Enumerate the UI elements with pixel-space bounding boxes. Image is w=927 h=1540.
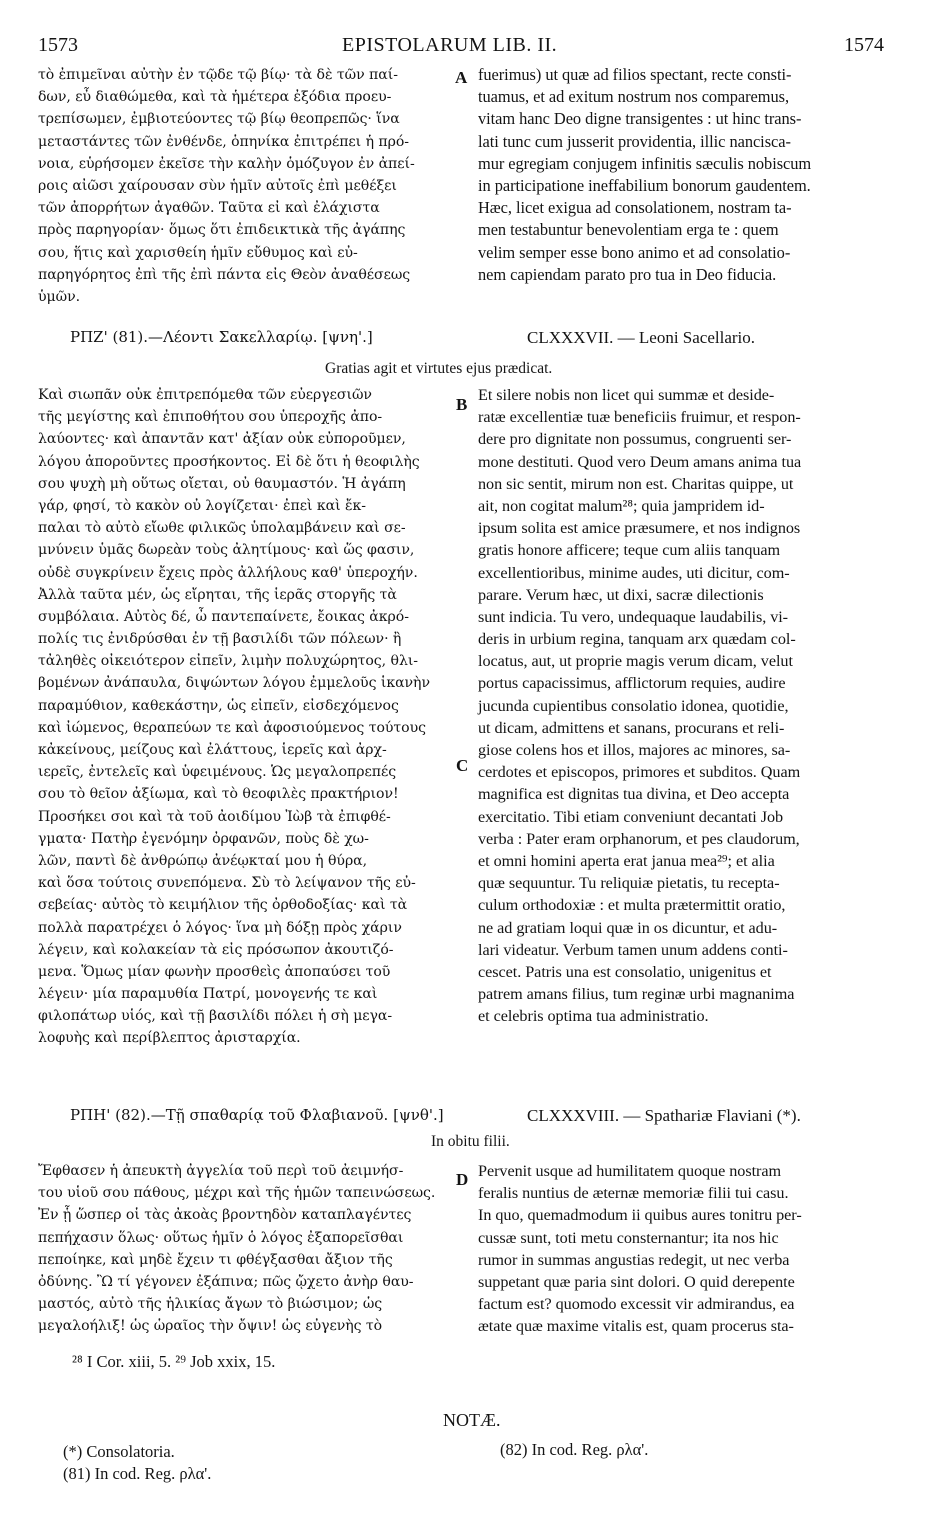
text-line: σου, ἥτις καὶ χαρισθείη ἡμῖν εὔθυμος καὶ εὐ- [38, 244, 358, 261]
text-line: cescet. Patris una est consolatio, unigenitus et [478, 962, 772, 981]
text-line: βομένων ἀνάπαυλα, διψώντων λόγου ἐμμελοῦς ἱκανὴν [38, 675, 430, 692]
latin-heading-188: CLXXXVIII. — Spathariæ Flaviani (*). [527, 1106, 801, 1125]
text-line: λέγειν, καὶ κολακείαν τὰ εἰς πρόσωπον ἀκουτιζό- [38, 941, 394, 958]
text-line: μεγαλοήλιξ! ὡς ὡραῖος τὴν ὄψιν! ὡς εὐγενὴς τὸ [38, 1318, 383, 1335]
text-line: (81) In cod. Reg. ρλα'. [63, 1464, 212, 1484]
text-line: exercitatio. Tibi etiam conveniunt decantati Job [478, 807, 784, 826]
text-line: patrem amans filius, tum reginæ urbi magnanima [478, 985, 795, 1004]
text-line: ait, non cogitat malum²⁸; quia jampridem id- [478, 496, 765, 515]
text-line: λέγειν· μία παραμυθία Πατρί, μονογενής τε καὶ [38, 986, 378, 1003]
text-line: culum orthodoxiæ : et multa prætermittit oratio, [478, 896, 786, 915]
text-line: giose colens hos et illos, majores ac minores, sa- [478, 741, 791, 759]
text-line: μνύνειν ὑμᾶς δωρεὰν τοὺς ἀλητίμους· καὶ ὥς φασιν, [38, 542, 415, 559]
text-line: ætate quæ maxime vitalis est, quam procerus sta- [478, 1317, 794, 1336]
text-line: φιλοπάτωρ υἱός, καὶ τῇ βασιλίδι πόλει ἡ σὴ μεγα- [38, 1008, 393, 1025]
text-line: deris in urbium regina, tanquam arx quædam col- [478, 630, 796, 649]
text-line: in participatione ineffabilium bonorum gaudentem. [478, 175, 811, 195]
text-line: sunt indicia. Tu vero, undequaque laudabilis, vi- [478, 607, 789, 626]
text-line: locatus, aut, ut proprie magis verum dicam, velut [478, 652, 793, 671]
running-title: EPISTOLARUM LIB. II. [342, 34, 558, 56]
text-line: ratæ excellentiæ tuæ beneficiis fruimur, et respon- [478, 408, 801, 427]
text-line: gratis honore afficere; teque cum aliis tanquam [478, 541, 781, 560]
text-line: τῶν ἀπορρήτων ἀγαθῶν. Ταῦτα εἰ καὶ ἐλάχιστα [38, 200, 380, 217]
text-line: (*) Consolatoria. [63, 1442, 175, 1461]
greek-heading-82: ΡΠΗ' (82).—Τῇ σπαθαρίᾳ τοῦ Φλαβιανοῦ. [ψνθ'.] [70, 1106, 444, 1124]
text-line: rumor in summas angustias redegit, ut nec verba [478, 1250, 790, 1269]
text-line: παρηγόρητος ἐπὶ τῆς ἐπὶ πάντα εἰς Θεὸν ἀναθέσεως [38, 266, 411, 283]
text-line: παλαι τὸ αὐτὸ εἴωθε φιλικῶς ὑπολαμβάνειν καὶ σε- [38, 520, 406, 537]
text-line: σεβείας· αὐτὸς τὸ κειμήλιον τῆς ὀρθοδοξίας· καὶ τὰ [38, 897, 408, 914]
margin-letter-c: C [456, 756, 469, 775]
text-line: factum est? quomodo excessit vir admirandus, ea [478, 1295, 795, 1314]
text-line: πεποίηκε, καὶ μηδὲ ἔχειν τι φθέγξασθαι ἄξιον τῆς [38, 1251, 393, 1268]
text-line: In quo, quemadmodum ii quibus aures tonitru per- [478, 1206, 802, 1225]
page-number-left: 1573 [38, 34, 78, 56]
text-line: dere pro dignitate non possumus, congruenti ser- [478, 430, 792, 449]
text-line: καὶ ὅσα τούτοις συνεπόμενα. Σὺ τὸ λείψανον τῆς εὐ- [38, 875, 416, 892]
text-line: μαστός, αὐτὸ τῆς ἡλικίας ἄγων τὸ βιώσιμον; ὡς [38, 1296, 383, 1313]
margin-letter-a: A [455, 68, 468, 87]
text-line: Et silere nobis non licet qui summæ et deside- [478, 386, 775, 404]
text-line: cussæ sunt, toti metu consternantur; ita nos hic [478, 1228, 779, 1247]
text-line: λαύοντες· καὶ ἀπαντᾶν κατ' ἀξίαν οὐκ εὐποροῦμεν, [38, 431, 406, 448]
text-line: Pervenit usque ad humilitatem quoque nostram [478, 1162, 782, 1180]
text-line: mone destituti. Quod vero Deum amans anima tua [478, 452, 802, 471]
text-line: parare. Verum hæc, ut dixi, sacræ dilectionis [478, 585, 764, 604]
latin-column-top [478, 64, 811, 286]
text-line: νοια, εὑρήσομεν ἐκεῖσε τὴν καλὴν ὁμόζυγον ἐν ἀπεί- [38, 155, 415, 172]
latin-column-82 [478, 1160, 802, 1338]
text-line: του υἱοῦ σου πάθους, μέχρι καὶ τῆς ἡμῶν ταπεινώσεως. [38, 1185, 436, 1202]
text-line: tuamus, et ad exitum nostrum nos comparemus, [478, 87, 789, 107]
argument-81: Gratias agit et virtutes ejus prædicat. [325, 360, 553, 377]
text-line: γάρ, φησί, τὸ κακὸν οὐ λογίζεται· ἐπεὶ καὶ ἔκ- [38, 497, 366, 514]
text-line: feralis nuntius de æternæ memoriæ filii tui casu. [478, 1184, 789, 1203]
text-line: μεταστάντες τῶν ἐνθένδε, ὁπηνίκα ἐπιτρέπει ἡ πρό- [38, 133, 409, 150]
text-line: Hæc, licet exigua ad consolationem, nostram ta- [478, 198, 792, 218]
text-line: τἀληθὲς οἰκειότερον εἰπεῖν, λιμὴν πολυχώρητος, θλι- [38, 653, 419, 670]
text-line: ροις αἰῶσι χαίρουσαν σὺν ἡμῖν αὐτοῖς ἐπὶ μεθέξει [38, 177, 397, 194]
text-line: men testabuntur benevolentiam erga te : quem [478, 220, 779, 240]
text-line: Ἀλλὰ ταῦτα μέν, ὡς εἴρηται, τῆς ἱερᾶς στοργῆς τὰ [38, 586, 397, 603]
text-line: λόγου ἀποροῦντες προσήκοντος. Εἰ δὲ ὅτι ἡ θεοφιλὴς [38, 453, 420, 470]
argument-82: In obitu filii. [431, 1133, 510, 1150]
text-line: verba : Pater eram orphanorum, et pes claudorum, [478, 829, 800, 848]
text-line: συμβόλαια. Αὐτὸς δέ, ὦ παντεπαίνετε, ἔοικας ἀκρό- [38, 608, 409, 625]
text-line: magnifica est dignitas tua divina, et Deo accepta [478, 785, 790, 804]
latin-heading-187: CLXXXVII. — Leoni Sacellario. [527, 328, 756, 347]
text-line: vitam hanc Deo digne transigentes : ut hinc trans- [478, 109, 802, 129]
greek-heading-81: ΡΠΖ' (81).—Λέοντι Σακελλαρίῳ. [ψνη'.] [70, 328, 373, 346]
text-line: μενα. Ὅμως μίαν φωνὴν προσθεὶς ἀποπαύσει τοῦ [38, 963, 391, 980]
text-line: mur egregiam conjugem infinitis sæculis nobiscum [478, 153, 812, 173]
text-line: ne ad gratiam loqui quæ in os dicuntur, et adu- [478, 918, 778, 937]
greek-column-82 [38, 1160, 435, 1338]
text-line: πολλὰ παρατρέχει ὁ λόγος· ἵνα μὴ δόξῃ πρὸς χάριν [38, 919, 402, 936]
text-line: τὸ ἐπιμεῖναι αὐτὴν ἐν τῷδε τῷ βίῳ· τὰ δὲ τῶν παί- [38, 67, 398, 83]
text-line: non sic sentit, mirum non est. Charitas quippe, ut [478, 474, 794, 493]
greek-column-81 [38, 384, 430, 1050]
margin-letter-d: D [456, 1170, 469, 1189]
text-line: velim semper esse bono animo et ad consolatio- [478, 242, 791, 262]
text-line: τῆς μεγίστης καὶ ἐπιποθήτου σου ὑπεροχῆς ἀπο- [38, 409, 383, 426]
text-line: παραμύθιον, καθεκάστην, ὡς εἰπεῖν, εἰσδεχόμενος [38, 697, 399, 714]
text-line: πεπήχασιν ὅλως· οὕτως ἡμῖν ὁ λόγος ἐξαπορεῖσθαι [38, 1229, 404, 1246]
text-line: lari videatur. Verbum tamen unum addens conti- [478, 940, 788, 959]
text-line: δων, εὖ διαθώμεθα, καὶ τὰ ἡμέτερα ἐξόδια προευ- [38, 89, 392, 106]
margin-letter-b: B [456, 395, 468, 414]
text-line: λοφυὴς καὶ περίβλεπτος ἀρισταρχία. [38, 1030, 301, 1047]
text-line: et celebris optima tua administratio. [478, 1007, 709, 1026]
page-number-right: 1574 [844, 34, 884, 56]
text-line: σου ψυχὴ μὴ οὕτως οἴεται, οὐ θαυμαστόν. Ἡ ἀγάπη [38, 475, 406, 492]
text-line: πολίς τις ἐνιδρύσθαι ἐν τῇ βασιλίδι τῶν πόλεων· ἢ [38, 631, 402, 648]
text-line: suppetant quæ paria sint dolori. O quid derepente [478, 1272, 795, 1291]
text-line: λῶν, παντὶ δὲ ἀνθρώπῳ ἀνέῳκταί μου ἡ θύρα, [38, 852, 368, 869]
text-line: ipsum solita est amice præsumere, et nos indignos [478, 519, 801, 538]
text-line: πρὸς παρηγορίαν· ὅμως ὅτι ἐπιδεικτικὰ τῆς ἀγάπης [38, 222, 406, 239]
text-line: γματα· Πατὴρ ἐγενόμην ὀρφανῶν, ποὺς δὲ χω- [38, 830, 369, 847]
latin-column-81 [478, 384, 801, 1027]
text-line: κἀκείνους, μείζους καὶ ἐλάττους, ἱερεῖς καὶ ἀρχ- [38, 742, 387, 758]
text-line: Καὶ σιωπᾶν οὐκ ἐπιτρεπόμεθα τῶν εὐεργεσιῶν [38, 387, 372, 403]
text-line: jucunda cupientibus consolatio idonea, quotidie, [478, 696, 789, 715]
text-line: ut dicam, admittens et sanans, procurans et reli- [478, 718, 785, 737]
note-82: (82) In cod. Reg. ρλα'. [500, 1440, 649, 1459]
text-line: Ἔφθασεν ἡ ἀπευκτὴ ἀγγελία τοῦ περὶ τοῦ ἀειμνήσ- [38, 1163, 404, 1179]
text-line: portus capacissimus, afflictorum requies, audire [478, 674, 786, 693]
text-line: excellentioribus, minime audes, uti dicitur, com- [478, 563, 790, 582]
text-line: et omni homini aperta erat janua mea²⁹; et alia [478, 851, 775, 870]
text-line: nem capiendam parato pro tua in Deo fiducia. [478, 264, 777, 284]
text-line: τρεπίσωμεν, ἐμβιοτεύοντες τῷ βίῳ θεοπρεπῶς· ἵνα [38, 111, 400, 128]
scripture-references: ²⁸ I Cor. xiii, 5. ²⁹ Job xxix, 15. [72, 1352, 276, 1371]
text-line: lati tunc cum jusserit providentia, illic nanciscа- [478, 131, 791, 151]
notes-title: NOTÆ. [443, 1410, 501, 1430]
text-line: Ἐν ᾗ ὥσπερ οἱ τὰς ἀκοὰς βροντηδὸν καταπλαγέντες [38, 1207, 412, 1224]
text-line: Προσήκει σοι καὶ τὰ τοῦ ἀοιδίμου Ἰὼβ τὰ ἐπιφθέ- [38, 808, 391, 825]
text-line: quæ sequuntur. Tu reliquiæ pietatis, tu recepta- [478, 874, 780, 893]
text-line: ὀδύνης. Ὢ τί γέγονεν ἐξάπινα; πῶς ᾤχετο ἀνὴρ θαυ- [38, 1273, 414, 1290]
text-line: οὐδὲ συγκρίνειν ἔχεις πρὸς ἀλλήλους καθ' ὑπεροχήν. [38, 564, 418, 581]
text-line: καὶ ἰώμενος, θεραπεύων τε καὶ ἀφοσιούμενος τούτους [38, 719, 426, 736]
text-line: ὑμῶν. [38, 288, 81, 305]
text-line: ιερεῖς, ἐντελεῖς καὶ ὑφειμένους. Ὡς μεγαλοπρεπές [38, 764, 397, 781]
text-line: fuerimus) ut quæ ad filios spectant, recte consti- [478, 65, 792, 84]
text-line: σου τὸ θεῖον ἀξίωμα, καὶ τὸ θεοφιλὲς πρακτήριον! [38, 786, 399, 803]
text-line: cerdotes et episcopos, primores et subditos. Quam [478, 763, 801, 782]
greek-column-top [38, 64, 415, 308]
notes-left [63, 1440, 211, 1484]
